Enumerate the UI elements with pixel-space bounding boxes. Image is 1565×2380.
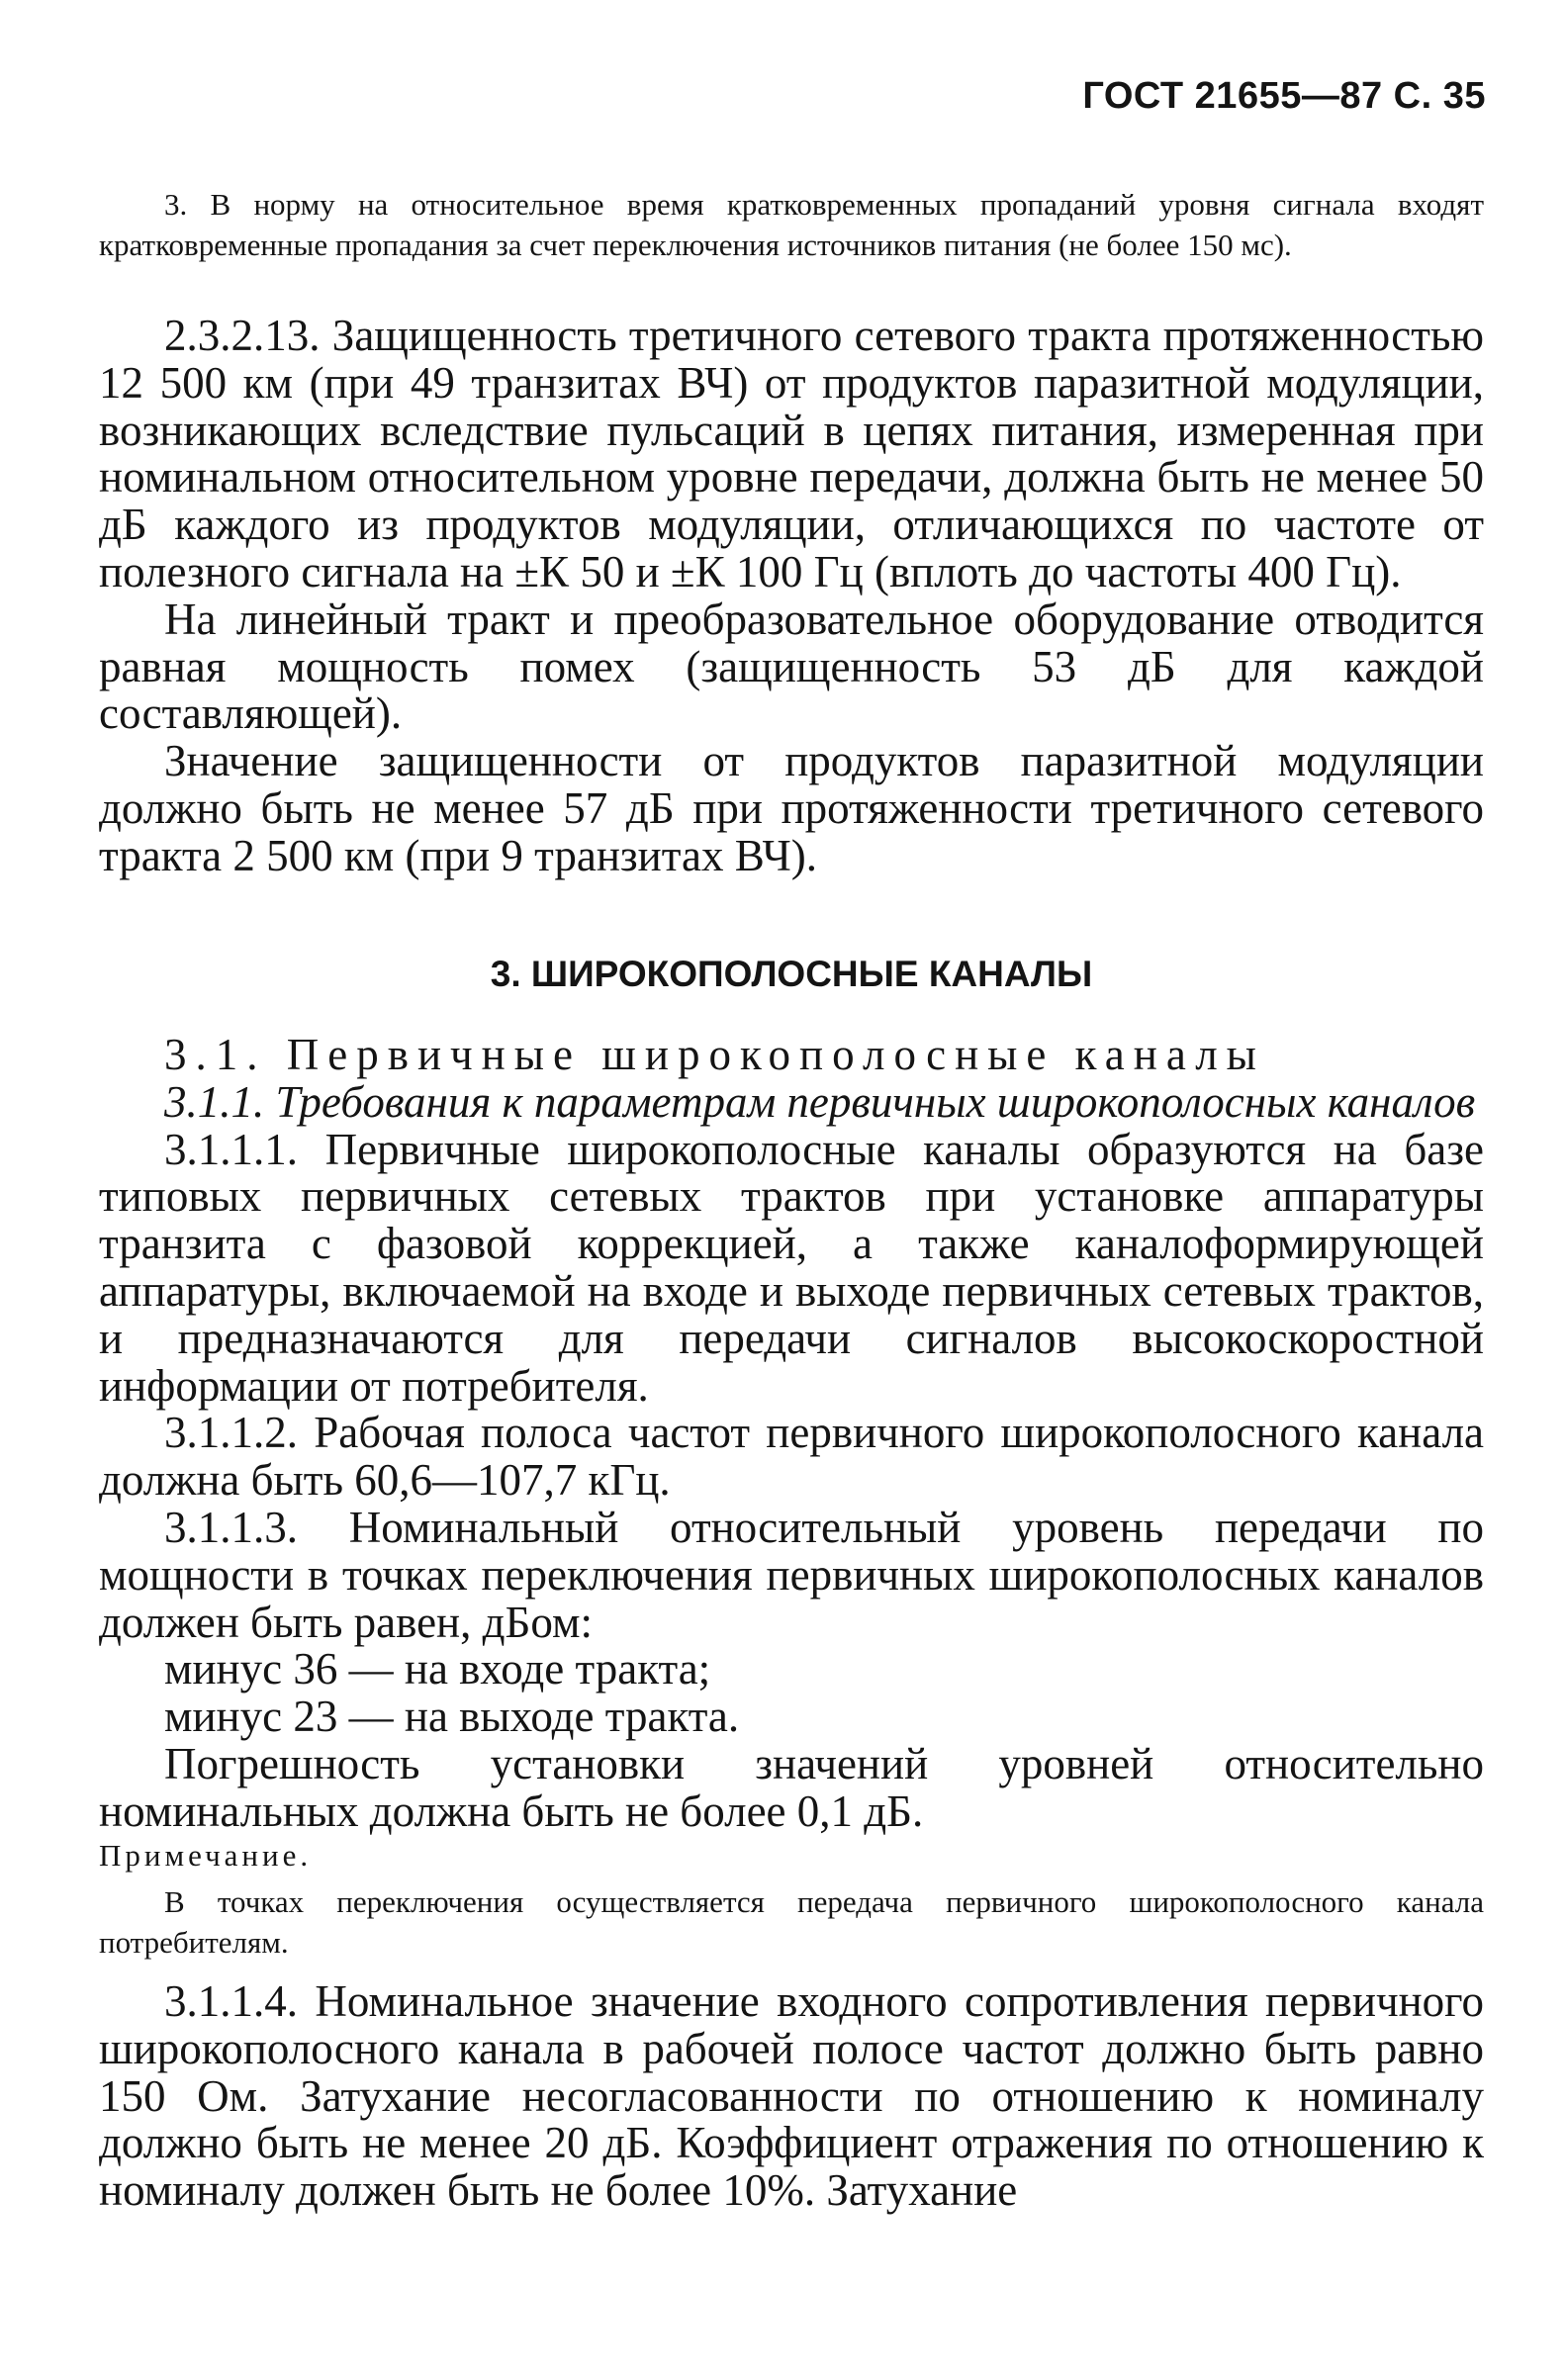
clause-3-1-1-2: 3.1.1.2. Рабочая полоса частот первичного широкополосного канала должна быть 60,6—107,7 кГц. (99, 1408, 1484, 1506)
note-text: В точках переключения осуществляется передача первичного широкополосного канала потребителям. (99, 1884, 1484, 1960)
note-3-paragraph (99, 184, 1484, 265)
note-block (99, 1835, 1484, 1963)
clause-2-3-2-13-noise: На линейный тракт и преобразовательное оборудование отводится равная мощность помех (защищенность 53 дБ для каждой составляющей). (99, 594, 1484, 739)
tolerance-text: Погрешность установки значений уровней относительно номинальных должна быть не более 0,1 дБ. (99, 1738, 1484, 1836)
section-3-body (99, 1032, 1484, 1836)
running-header: ГОСТ 21655—87 С. 35 (1082, 75, 1486, 117)
subsection-3-1-title: 3.1. Первичные широкополосные каналы (164, 1030, 1265, 1079)
clause-2-3-2-13 (99, 313, 1484, 880)
note-label: Примечание. (99, 1838, 313, 1873)
clause-3-1-1-3: 3.1.1.3. Номинальный относительный уровень передачи по мощности в точках переключения первичных широкополосных каналов должен быть равен, дБом: (99, 1502, 1484, 1647)
clause-2-3-2-13-value: Значение защищенности от продуктов паразитной модуляции должно быть не менее 57 дБ при протяженности третичного сетевого тракта 2 500 км (при 9 транзитах ВЧ). (99, 736, 1484, 880)
clause-3-1-1-4: 3.1.1.4. Номинальное значение входного сопротивления первичного широкополосного канала в рабочей полосе частот должно быть равно 150 Ом. Затухание несогласованности по отношению к номиналу должно быть не менее 20 дБ. Коэффициент отражения по отношению к номиналу должен быть не более 10%. Затухание (99, 1976, 1484, 2216)
note-3-text: 3. В норму на относительное время кратковременных пропаданий уровня сигнала входят кратковременные пропадания за счет переключения источников питания (не более 150 мс). (99, 187, 1484, 262)
clause-3-1-1-4-block (99, 1978, 1484, 2215)
level-output-item: минус 23 — на выходе тракта. (164, 1692, 740, 1742)
clause-3-1-1-1: 3.1.1.1. Первичные широкополосные каналы образуются на базе типовых первичных сетевых трактов при установке аппаратуры транзита с фазовой коррекцией, а также каналоформирующей аппаратуры, включаемой на входе и выходе первичных сетевых трактов, и предназначаются для передачи сигналов высокоскоростной информации от потребителя. (99, 1124, 1484, 1411)
level-input-item: минус 36 — на входе тракта; (164, 1644, 711, 1694)
subsection-3-1-1-title: 3.1.1. Требования к параметрам первичных широкополосных каналов (164, 1076, 1476, 1127)
section-3-title: 3. ШИРОКОПОЛОСНЫЕ КАНАЛЫ (490, 954, 1093, 994)
clause-2-3-2-13-text: 2.3.2.13. Защищенность третичного сетевого тракта протяженностью 12 500 км (при 49 транзитах ВЧ) от продуктов паразитной модуляции, возникающих вследствие пульсаций в цепях питания, измеренная при номинальном относительном уровне передачи, должна быть не менее 50 дБ каждого из продуктов модуляции, отличающихся по частоте от полезного сигнала на ±К 50 и ±К 100 Гц (вплоть до частоты 400 Гц). (99, 311, 1484, 596)
